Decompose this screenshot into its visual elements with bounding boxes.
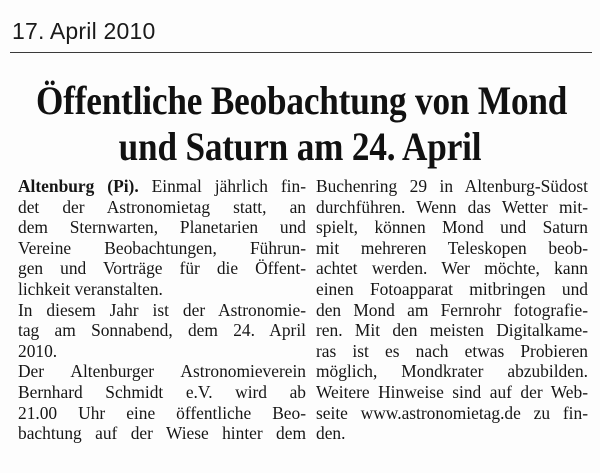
column-line: Buchenring 29 in Altenburg-Südost	[316, 176, 588, 196]
column-line: lichkeit veranstalten.	[18, 278, 163, 299]
column-line: mit mehreren Teleskopen beob-	[316, 237, 588, 258]
column-line: Bernhard Schmidt e.V. wird ab	[18, 381, 306, 402]
column-line: ras ist es nach etwas Probieren	[316, 340, 588, 361]
column-line: achtet werden. Wer möchte, kann	[316, 258, 588, 279]
column-line: einen Fotoapparat mitbringen und	[316, 278, 588, 299]
column-line-text: Einmal jährlich fin-	[138, 176, 306, 196]
column-line: Weitere Hinweise sind auf der Web-	[316, 381, 588, 402]
article-column-left	[18, 176, 306, 444]
column-line: Der Altenburger Astronomieverein	[18, 361, 306, 382]
column-line: gen und Vorträge für die Öffent-	[18, 258, 306, 279]
column-line: det der Astronomietag statt, an	[18, 196, 306, 217]
article-column-right	[316, 176, 588, 444]
column-line: den Mond am Fernrohr fotografie-	[316, 299, 588, 320]
column-line: möglich, Mondkrater abzubilden.	[316, 361, 588, 382]
column-line: den.	[316, 423, 346, 444]
column-line	[18, 176, 306, 197]
column-line: tag am Sonnabend, dem 24. April	[18, 320, 306, 341]
column-line: bachtung auf der Wiese hinter dem	[18, 423, 306, 444]
article-lead-dateline: Altenburg (Pi).	[18, 176, 139, 196]
column-line: dem Sternwarten, Planetarien und	[18, 217, 306, 238]
column-line: Vereine Beobachtungen, Führun-	[18, 237, 306, 258]
column-line: spielt, können Mond und Saturn	[316, 217, 588, 238]
column-line: durchführen. Wenn das Wetter mit-	[316, 196, 588, 217]
column-line: In diesem Jahr ist der Astronomie-	[18, 299, 306, 320]
article-headline	[36, 78, 568, 170]
publication-date: 17. April 2010	[12, 18, 156, 44]
column-line: 2010.	[18, 340, 58, 361]
headline-line-2: und Saturn am 24. April	[118, 124, 482, 169]
column-line: ren. Mit den meisten Digitalkame-	[316, 320, 588, 341]
headline-line-1: Öffentliche Beobachtung von Mond	[36, 78, 568, 123]
column-line: 21.00 Uhr eine öffentliche Beo-	[18, 402, 306, 423]
column-line: seite www.astronomietag.de zu fin-	[316, 402, 588, 423]
header-rule	[10, 52, 592, 53]
